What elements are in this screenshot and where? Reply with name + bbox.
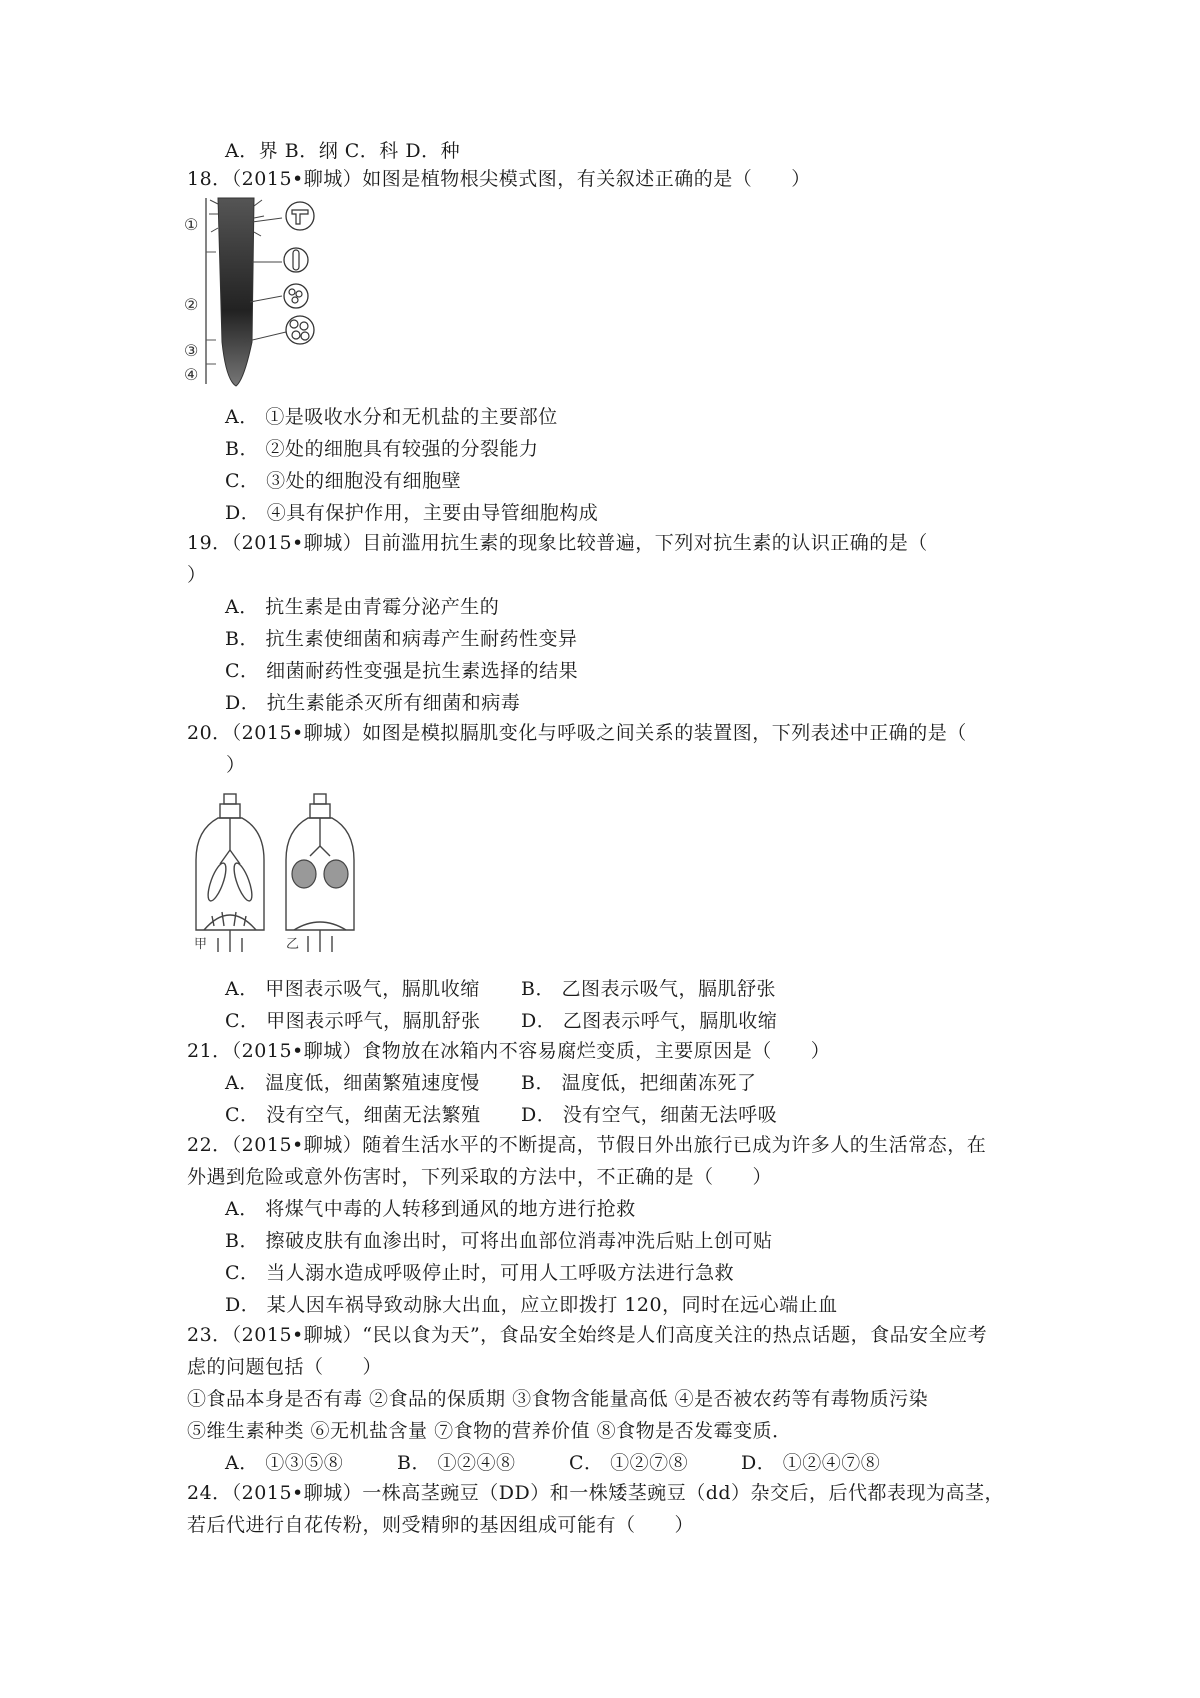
- jar-label-jia: 甲: [194, 937, 208, 952]
- q18-option-d: D． ④具有保护作用，主要由导管细胞构成: [225, 502, 599, 524]
- q21-options-row1: [225, 1070, 757, 1096]
- q21-option-a: A． 温度低，细菌繁殖速度慢: [225, 1072, 480, 1094]
- q22-option-b: B． 擦破皮肤有血渗出时，可将出血部位消毒冲洗后贴上创可贴: [225, 1230, 773, 1252]
- q23-option-d: D． ①②④⑦⑧: [741, 1452, 881, 1474]
- q20-stem-line1: 20．（2015•聊城）如图是模拟膈肌变化与呼吸之间关系的装置图，下列表述中正确的是（: [187, 722, 967, 744]
- root-label-1: ①: [184, 215, 199, 234]
- q18-option-c: C． ③处的细胞没有细胞壁: [225, 470, 462, 492]
- q22-option-a: A． 将煤气中毒的人转移到通风的地方进行抢救: [225, 1198, 636, 1220]
- q18-stem: 18．（2015•聊城）如图是植物根尖模式图，有关叙述正确的是（ ）: [187, 168, 811, 190]
- q19-option-b: B． 抗生素使细菌和病毒产生耐药性变异: [225, 628, 578, 650]
- diaphragm-model-figure: [190, 790, 370, 960]
- q19-stem-line1: 19．（2015•聊城）目前滥用抗生素的现象比较普遍，下列对抗生素的认识正确的是（: [187, 532, 928, 554]
- q22-option-d: D． 某人因车祸导致动脉大出血，应立即拨打 120，同时在远心端止血: [225, 1294, 838, 1316]
- q22-option-c: C． 当人溺水造成呼吸停止时，可用人工呼吸方法进行急救: [225, 1262, 735, 1284]
- q21-option-c: C． 没有空气，细菌无法繁殖: [225, 1104, 481, 1126]
- q21-option-b: B． 温度低，把细菌冻死了: [521, 1072, 757, 1094]
- q19-option-c: C． 细菌耐药性变强是抗生素选择的结果: [225, 660, 579, 682]
- q21-stem: 21．（2015•聊城）食物放在冰箱内不容易腐烂变质，主要原因是（ ）: [187, 1040, 831, 1062]
- q24-stem-line2: 若后代进行自花传粉，则受精卵的基因组成可能有（ ）: [187, 1514, 695, 1536]
- q23-stem-line2: 虑的问题包括（ ）: [187, 1356, 383, 1378]
- q21-option-d: D． 没有空气，细菌无法呼吸: [521, 1104, 778, 1126]
- q18-option-b: B． ②处的细胞具有较强的分裂能力: [225, 438, 539, 460]
- q20-options-row2: [225, 1008, 777, 1034]
- q22-stem-line2: 外遇到危险或意外伤害时，下列采取的方法中，不正确的是（ ）: [187, 1166, 773, 1188]
- q17-options: A．界 B．纲 C．科 D．种: [225, 140, 461, 162]
- root-label-3: ③: [184, 341, 199, 360]
- q23-option-a: A． ①③⑤⑧: [225, 1452, 344, 1474]
- q23-items-line1: ①食品本身是否有毒 ②食品的保质期 ③食物含能量高低 ④是否被农药等有毒物质污染: [187, 1388, 929, 1410]
- jar-label-yi: 乙: [286, 937, 300, 952]
- root-label-2: ②: [184, 295, 199, 314]
- q23-stem-line1: 23．（2015•聊城）“民以食为天”，食品安全始终是人们高度关注的热点话题，食品安全应考: [187, 1324, 988, 1346]
- q23-option-b: B． ①②④⑧: [397, 1452, 516, 1474]
- q20-option-c: C． 甲图表示呼气，膈肌舒张: [225, 1010, 481, 1032]
- root-label-4: ④: [184, 365, 199, 384]
- q20-option-a: A． 甲图表示吸气，膈肌收缩: [225, 978, 480, 1000]
- root-tip-figure: [182, 192, 362, 392]
- q22-stem-line1: 22．（2015•聊城）随着生活水平的不断提高，节假日外出旅行已成为许多人的生活常态，在: [187, 1134, 987, 1156]
- q20-stem-line2: ）: [226, 754, 246, 776]
- q20-option-b: B． 乙图表示吸气，膈肌舒张: [521, 978, 777, 1000]
- q18-option-a: A． ①是吸收水分和无机盐的主要部位: [225, 406, 558, 428]
- q21-options-row2: [225, 1102, 777, 1128]
- q19-stem-line2: ）: [187, 564, 207, 586]
- q19-option-a: A． 抗生素是由青霉分泌产生的: [225, 596, 500, 618]
- q20-options-row1: [225, 976, 776, 1002]
- q19-option-d: D． 抗生素能杀灭所有细菌和病毒: [225, 692, 521, 714]
- q24-stem-line1: 24．（2015•聊城）一株高茎豌豆（DD）和一株矮茎豌豆（dd）杂交后，后代都表现为高茎，: [187, 1482, 1005, 1504]
- q23-options-row: [225, 1450, 880, 1476]
- q20-option-d: D． 乙图表示呼气，膈肌收缩: [521, 1010, 778, 1032]
- q23-option-c: C． ①②⑦⑧: [569, 1452, 689, 1474]
- q23-items-line2: ⑤维生素种类 ⑥无机盐含量 ⑦食物的营养价值 ⑧食物是否发霉变质．: [187, 1420, 792, 1442]
